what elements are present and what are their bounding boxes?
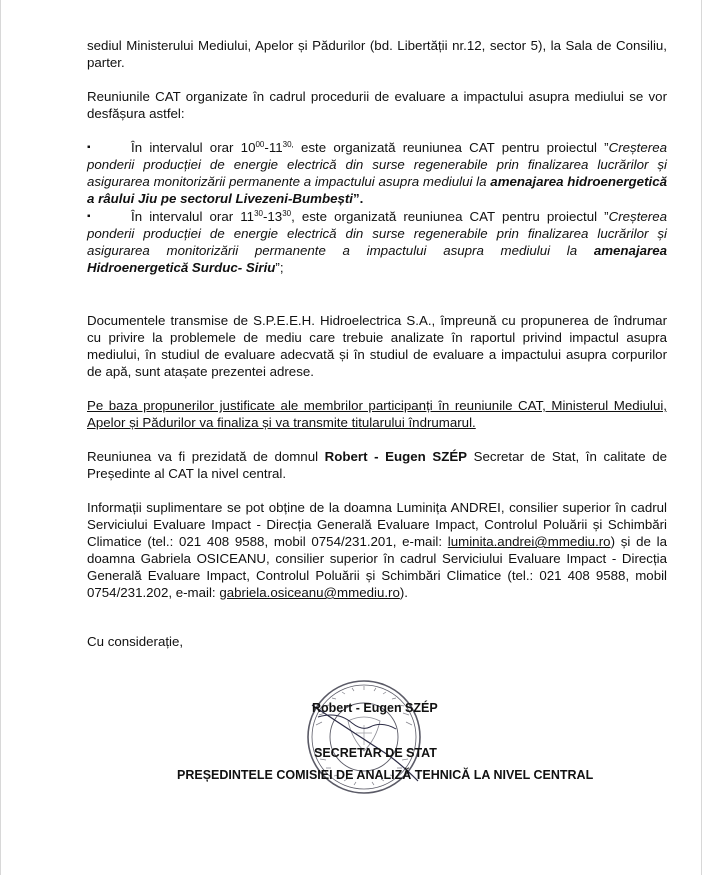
email-link-andrei[interactable]: luminita.andrei@mmediu.ro bbox=[447, 534, 611, 549]
president-name: Robert - Eugen SZÉP bbox=[324, 449, 468, 464]
bullet-icon: ▪ bbox=[87, 211, 91, 222]
paragraph-intro: sediul Ministerului Mediului, Apelor și Pădurilor (bd. Libertății nr.12, sector 5), la Sala de Consiliu, parter. bbox=[87, 38, 667, 70]
signatory-role: PREȘEDINTELE COMISIEI DE ANALIZĂ TEHNICĂ LA NIVEL CENTRAL bbox=[177, 768, 594, 782]
bullet-item-1 bbox=[87, 139, 667, 207]
bullet-2-text: În intervalul orar $11^{30}-13^{30}$, este organizată reuniunea CAT pentru proiectul ”Creșterea ponderii producției de energie electrică din surse regenerabile prin finalizarea lucrărilor și asigurarea monitorizării permanente a impactului asupra mediului la amenajarea Hidroenergetică Surduc- Siriu”; bbox=[87, 209, 668, 275]
paragraph-preside: Reuniunea va fi prezidată de domnul Robert - Eugen SZÉP Secretar de Stat, în calitate de Președinte al CAT la nivel central. bbox=[87, 449, 667, 481]
paragraph-underlined: Pe baza propunerilor justificate ale membrilor participanți în reuniunile CAT, Ministerul Mediului, Apelor și Pădurilor va finaliza și va transmite titularului îndrumarul. bbox=[87, 398, 667, 430]
signatory-title: SECRETAR DE STAT bbox=[314, 746, 437, 760]
signatory-name: Robert - Eugen SZÉP bbox=[312, 701, 438, 715]
email-link-osiceanu[interactable]: gabriela.osiceanu@mmediu.ro bbox=[219, 585, 400, 600]
bullet-1-text: În intervalul orar $10^{00}-11^{30,}$ este organizată reuniunea CAT pentru proiectul ”Creșterea ponderii producției de energie electrică din surse regenerabile prin finalizarea lucrărilor și asigurarea monitorizării permanente a impactului asupra mediului la amenajarea hidroenergetică a râului Jiu pe sectorul Livezeni-Bumbești”. bbox=[87, 140, 667, 206]
paragraph-cat-intro: Reuniunile CAT organizate în cadrul procedurii de evaluare a impactului asupra mediului se vor desfășura astfel: bbox=[87, 89, 667, 121]
project-name-2: amenajarea Hidroenergetică Surduc- Siriu bbox=[87, 243, 667, 275]
bullet-item-2 bbox=[87, 208, 667, 276]
paragraph-info: Informații suplimentare se pot obține de la doamna Luminița ANDREI, consilier superior în cadrul Serviciului Evaluare Impact - Direcția Generală Evaluare Impact, Controlul Poluării și Schimbări Climatice (tel.: 021 408 9588, mobil 0754/231.201, e-mail: luminita.andrei@mmediu.ro) și de la doamna Gabriela OSICEANU, consilier superior în cadrul Serviciului Evaluare Impact - Direcția Generală Evaluare Impact, Controlul Poluării și Schimbări Climatice (tel.: 021 408 9588, mobil 0754/231.202, e-mail: gabriela.osiceanu@mmediu.ro). bbox=[87, 500, 667, 600]
project-name-1: amenajarea hidroenergetică a râului Jiu pe sectorul Livezeni-Bumbești bbox=[87, 174, 667, 206]
closing-salutation: Cu considerație, bbox=[87, 634, 184, 649]
bullet-icon: ▪ bbox=[87, 142, 91, 153]
paragraph-documents: Documentele transmise de S.P.E.E.H. Hidroelectrica S.A., împreună cu propunerea de îndrumar cu privire la problemele de mediu care trebuie analizate în raportul privind impactul asupra mediului, în studiul de evaluare adecvată și în studiul de evaluare a impactului asupra corpurilor de apă, sunt atașate prezentei adrese. bbox=[87, 313, 667, 379]
